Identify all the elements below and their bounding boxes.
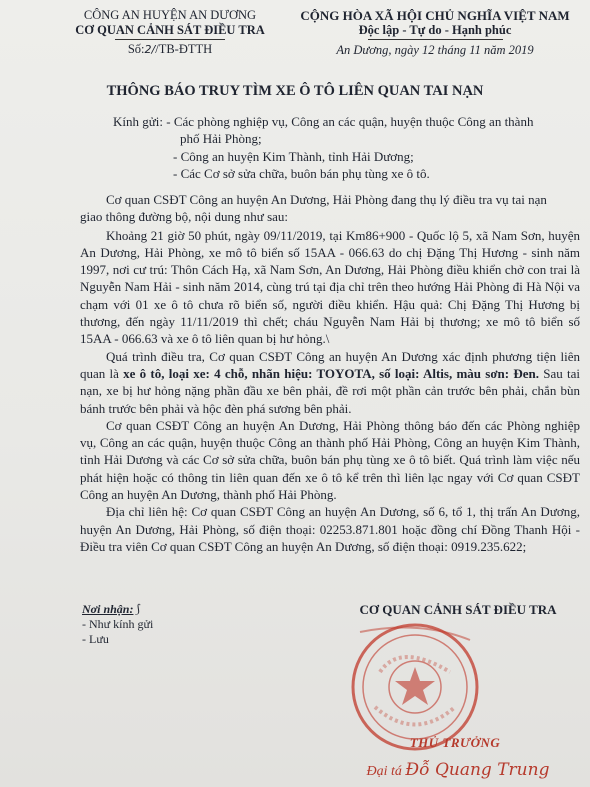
agency-name: CƠ QUAN CẢNH SÁT ĐIỀU TRA [75,23,265,37]
recipient-3: - Các Cơ sở sửa chữa, buôn bán phụ tùng xe ô tô. [173,165,430,181]
recipients-list-item-2: - Lưu [82,632,109,646]
vehicle-paragraph: Quá trình điều tra, Cơ quan CSĐT Công an huyện An Dương xác định phương tiện liên quan là xe ô tô, loại xe: 4 chỗ, nhãn hiệu: TOYOTA, số loại: Altis, màu sơn: Đen. Sau tai nạn, xe bị hư hỏng nặng phần đầu xe bên phải, đề rơi một phần cản trước bên phải, chắn bùn bánh trước bên phải và hộc đèn phá sương bên phải. [80,348,580,416]
signer-position: THỦ TRƯỞNG [409,735,501,750]
notification-paragraph: Cơ quan CSĐT Công an huyện An Dương, Hải Phòng thông báo đến các Phòng nghiệp vụ, Công an các quận, huyện thuộc Công an thành phố Hải Phòng, Công an huyện Kim Thành, tỉnh Hải Dương và các Cơ sở sửa chữa, buôn bán phụ tùng xe ô tô biết. Quá trình làm việc nếu phát hiện hoặc có thông tin liên quan đến xe ô tô kể trên thì liên lạc ngay với Cơ quan CSĐT Công an huyện An Dương, thành phố Hải Phòng. [80,417,580,503]
intro-paragraph-cont: giao thông đường bộ, nội dung như sau: [80,209,289,225]
recipient-2: - Công an huyện Kim Thành, tỉnh Hải Dương; [173,148,414,164]
motto-underline [368,39,503,40]
recipients-list [82,602,153,647]
intro-paragraph: Cơ quan CSĐT Công an huyện An Dương, Hải Phòng đang thụ lý điều tra vụ tai nạn [106,192,547,207]
incident-paragraph: Khoảng 21 giờ 50 phút, ngày 09/11/2019, tại Km86+900 - Quốc lộ 5, xã Nam Sơn, huyện An Dương, Hải Phòng, xe mô tô biển số 15AA - 066.63 do chị Đặng Thị Hương - sinh năm 1997, nơi cư trú: Thôn Cách Hạ, xã Nam Sơn, An Dương, Hải Phòng điều khiển chở con trai là Nguyễn Nam Hải - sinh năm 2014, cùng trú tại địa chỉ trên theo hướng Hải Phòng đi Hà Nội va chạm với 01 xe ô tô chưa rõ biển số, người điều khiển. Hậu quả: Chị Đặng Thị Hương bị thương, đến ngày 11/11/2019 thì chết; cháu Nguyễn Nam Hải bị thương; xe mô tô biển số 15AA - 066.63 và xe ô tô liên quan bị hư hỏng.\ [80,227,580,347]
document-number: Số:2//TB-ĐTTH [127,42,213,56]
national-header [290,8,580,58]
issuing-agency-header [70,8,270,57]
recipients-block [80,113,580,182]
national-motto: Độc lập - Tự do - Hạnh phúc [358,23,512,37]
contact-paragraph: Địa chỉ liên hệ: Cơ quan CSĐT Công an huyện An Dương, số 6, tổ 1, thị trấn An Dương, huyện An Dương, Hải Phòng, số điện thoại: 02253.871.801 hoặc đồng chí Đồng Thanh Hội - Điều tra viên Cơ quan CSĐT Công an huyện An Dương, số điện thoại: 0919.235.622; [80,504,580,554]
signer-rank: Đại tá [366,764,402,779]
initial-mark: ⟆ [135,602,141,616]
issue-date: An Dương, ngày 12 tháng 11 năm 2019 [336,43,534,57]
notice-body [80,192,580,555]
signer-name: Đỗ Quang Trung [405,760,550,780]
recipients-list-heading: Nơi nhận: [82,602,134,616]
recipients-label: Kính gửi: [113,114,164,129]
agency-parent: CÔNG AN HUYỆN AN DƯƠNG [83,8,257,22]
signing-agency: CƠ QUAN CẢNH SÁT ĐIỀU TRA [359,602,557,617]
document-title: THÔNG BÁO TRUY TÌM XE Ô TÔ LIÊN QUAN TAI NẠN [106,83,484,99]
recipients-list-item-1: - Như kính gửi [82,617,154,631]
agency-underline [115,39,225,40]
handwritten-number: 2/ [144,43,156,56]
recipient-1-cont: phố Hải Phòng; [180,131,262,147]
national-name: CỘNG HÒA XÃ HỘI CHỦ NGHĨA VIỆT NAM [300,8,570,23]
signer-block [338,760,578,780]
vehicle-description: xe ô tô, loại xe: 4 chỗ, nhãn hiệu: TOYOTA, số loại: Altis, màu sơn: Đen. [123,365,539,381]
recipient-1: - Các phòng nghiệp vụ, Công an các quận, huyện thuộc Công an thành [166,114,534,129]
